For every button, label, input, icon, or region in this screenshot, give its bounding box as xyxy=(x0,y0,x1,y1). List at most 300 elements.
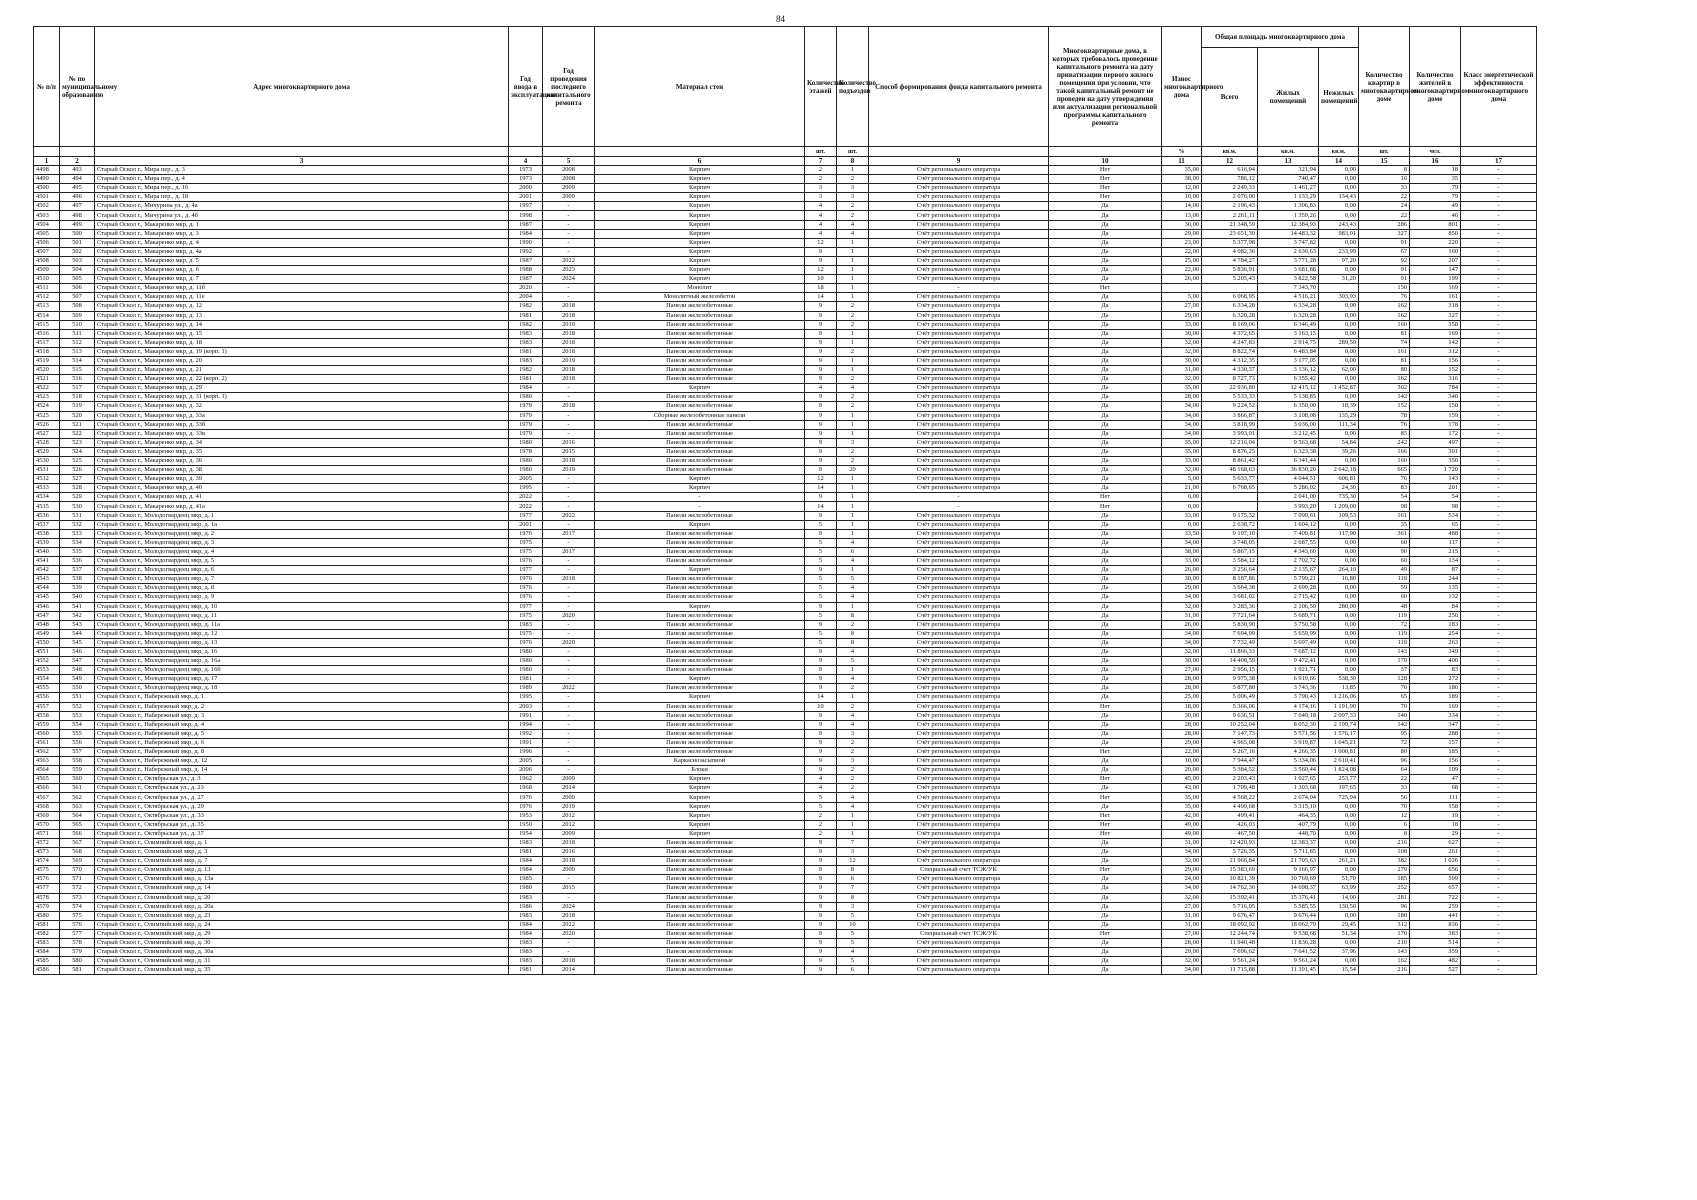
cell-area-total: 18 092,92 xyxy=(1202,920,1258,929)
cell-address: Старый Оскол г., Макаренко мкр, д. 38 xyxy=(95,466,509,475)
cell-wear: 38,00 xyxy=(1162,547,1202,556)
cell-no: 4538 xyxy=(34,529,60,538)
cell-no: 4567 xyxy=(34,793,60,802)
table-row xyxy=(34,829,1537,838)
table-row xyxy=(34,638,1537,647)
cell-privatization: Да xyxy=(1049,211,1162,220)
cell-energy-class: - xyxy=(1461,293,1537,302)
cell-last-repair: 2015 xyxy=(543,884,595,893)
cell-area-total: 4 082,36 xyxy=(1202,247,1258,256)
cell-last-repair: - xyxy=(543,420,595,429)
table-row xyxy=(34,884,1537,893)
cell-mun-no: 531 xyxy=(60,511,95,520)
cell-year-built: 2022 xyxy=(509,502,543,511)
cell-privatization: Да xyxy=(1049,838,1162,847)
cell-wear: 34,00 xyxy=(1162,638,1202,647)
cell-energy-class: - xyxy=(1461,166,1537,175)
cell-entrances: 1 xyxy=(837,520,869,529)
cell-address: Старый Оскол г., Молодогвардеец мкр, д. 12 xyxy=(95,629,509,638)
cell-wear: 34,00 xyxy=(1162,966,1202,975)
cell-last-repair: - xyxy=(543,875,595,884)
table-row xyxy=(34,793,1537,802)
cell-area-nonliving: 0,00 xyxy=(1319,866,1359,875)
cell-entrances: 6 xyxy=(837,547,869,556)
cell-flats: 64 xyxy=(1359,766,1410,775)
cell-energy-class: - xyxy=(1461,593,1537,602)
cell-fund: Счёт регионального оператора xyxy=(869,393,1049,402)
cell-no: 4574 xyxy=(34,857,60,866)
cell-area-nonliving: 264,10 xyxy=(1319,566,1359,575)
cell-address: Старый Оскол г., Октябрьская ул., д. 3 xyxy=(95,775,509,784)
cell-area-living: 6 350,00 xyxy=(1258,402,1319,411)
cell-wear: 45,00 xyxy=(1162,775,1202,784)
cell-energy-class: - xyxy=(1461,575,1537,584)
cell-area-total: 9 561,24 xyxy=(1202,957,1258,966)
cell-entrances: 10 xyxy=(837,920,869,929)
header-privatization: Многоквартирные дома, в которых требовалось проведение капитального ремонта на дату приватизации первого жилого помещения при условии, что такой капитальный ремонт не проведен на дату утверждения или актуализации региональной программы капитального ремонта xyxy=(1049,27,1162,147)
cell-privatization: Да xyxy=(1049,375,1162,384)
cell-energy-class: - xyxy=(1461,920,1537,929)
table-row xyxy=(34,284,1537,293)
cell-mun-no: 527 xyxy=(60,475,95,484)
cell-last-repair: - xyxy=(543,284,595,293)
cell-wear: 32,00 xyxy=(1162,893,1202,902)
table-row xyxy=(34,256,1537,265)
cell-energy-class: - xyxy=(1461,675,1537,684)
cell-no: 4520 xyxy=(34,366,60,375)
cell-energy-class: - xyxy=(1461,757,1537,766)
cell-flats: 119 xyxy=(1359,611,1410,620)
cell-year-built: 2005 xyxy=(509,475,543,484)
cell-wear: 31,00 xyxy=(1162,838,1202,847)
cell-area-nonliving: 253,77 xyxy=(1319,775,1359,784)
cell-area-nonliving: 1 824,08 xyxy=(1319,766,1359,775)
cell-no: 4575 xyxy=(34,866,60,875)
cell-address: Старый Оскол г., Набережный мкр, д. 6 xyxy=(95,738,509,747)
cell-residents: 657 xyxy=(1410,884,1461,893)
cell-last-repair: - xyxy=(543,711,595,720)
cell-area-nonliving: 135,29 xyxy=(1319,411,1359,420)
cell-year-built: 1976 xyxy=(509,584,543,593)
cell-area-nonliving: 0,00 xyxy=(1319,375,1359,384)
cell-area-total: 5 006,49 xyxy=(1202,693,1258,702)
cell-area-living: 1 921,71 xyxy=(1258,666,1319,675)
cell-wall-material: Сборные железобетонные панели xyxy=(595,411,805,420)
cell-wear: 30,00 xyxy=(1162,657,1202,666)
table-row xyxy=(34,293,1537,302)
cell-mun-no: 498 xyxy=(60,211,95,220)
cell-no: 4537 xyxy=(34,520,60,529)
cell-year-built: 1953 xyxy=(509,811,543,820)
cell-area-total: 7 694,99 xyxy=(1202,629,1258,638)
cell-mun-no: 512 xyxy=(60,338,95,347)
cell-mun-no: 581 xyxy=(60,966,95,975)
cell-area-total: 616,94 xyxy=(1202,166,1258,175)
cell-energy-class: - xyxy=(1461,966,1537,975)
table-row xyxy=(34,911,1537,920)
cell-fund: Счёт регионального оператора xyxy=(869,211,1049,220)
header-area-nonliving: Нежилых помещений xyxy=(1319,48,1359,147)
cell-energy-class: - xyxy=(1461,711,1537,720)
table-row xyxy=(34,511,1537,520)
cell-entrances: 2 xyxy=(837,211,869,220)
cell-fund: Счёт регионального оператора xyxy=(869,647,1049,656)
table-row xyxy=(34,393,1537,402)
cell-privatization: Нет xyxy=(1049,493,1162,502)
cell-privatization: Да xyxy=(1049,356,1162,365)
cell-wear: 49,00 xyxy=(1162,829,1202,838)
cell-area-nonliving: 24,30 xyxy=(1319,484,1359,493)
cell-privatization: Нет xyxy=(1049,866,1162,875)
cell-area-total: 9 224,52 xyxy=(1202,402,1258,411)
cell-area-living: 7 687,12 xyxy=(1258,647,1319,656)
cell-mun-no: 538 xyxy=(60,575,95,584)
cell-energy-class: - xyxy=(1461,393,1537,402)
table-row xyxy=(34,857,1537,866)
cell-entrances: 1 xyxy=(837,493,869,502)
cell-residents: 87 xyxy=(1410,566,1461,575)
cell-flats: 76 xyxy=(1359,293,1410,302)
cell-flats: 54 xyxy=(1359,493,1410,502)
cell-floors: 4 xyxy=(805,784,837,793)
cell-privatization: Да xyxy=(1049,566,1162,575)
cell-mun-no: 540 xyxy=(60,593,95,602)
cell-fund: Специальный счет ТСЖ/УК xyxy=(869,929,1049,938)
cell-energy-class: - xyxy=(1461,511,1537,520)
cell-last-repair: - xyxy=(543,502,595,511)
cell-mun-no: 555 xyxy=(60,729,95,738)
cell-last-repair: 2018 xyxy=(543,302,595,311)
cell-area-nonliving: 134,43 xyxy=(1319,193,1359,202)
cell-area-living: 9 676,44 xyxy=(1258,911,1319,920)
cell-floors: 9 xyxy=(805,720,837,729)
cell-no: 4531 xyxy=(34,466,60,475)
cell-flats: 59 xyxy=(1359,584,1410,593)
cell-no: 4532 xyxy=(34,475,60,484)
cell-last-repair: - xyxy=(543,766,595,775)
table-row xyxy=(34,375,1537,384)
cell-area-total: 5 867,15 xyxy=(1202,547,1258,556)
cell-address: Старый Оскол г., Олимпийский мкр, д. 23 xyxy=(95,911,509,920)
cell-address: Старый Оскол г., Макаренко мкр, д. 15 xyxy=(95,329,509,338)
cell-wear: 27,00 xyxy=(1162,902,1202,911)
cell-address: Старый Оскол г., Макаренко мкр, д. 6 xyxy=(95,266,509,275)
cell-privatization: Да xyxy=(1049,338,1162,347)
column-number: 11 xyxy=(1162,157,1202,166)
cell-residents: 215 xyxy=(1410,547,1461,556)
table-row xyxy=(34,584,1537,593)
cell-area-total: 12 420,93 xyxy=(1202,838,1258,847)
cell-wall-material: Монолит xyxy=(595,284,805,293)
cell-wall-material: Панели железобетонные xyxy=(595,966,805,975)
cell-wall-material: Кирпич xyxy=(595,784,805,793)
cell-floors: 9 xyxy=(805,302,837,311)
cell-address: Старый Оскол г., Молодогвардеец мкр, д. 11а xyxy=(95,620,509,629)
cell-wall-material: Кирпич xyxy=(595,238,805,247)
cell-flats: 140 xyxy=(1359,711,1410,720)
cell-area-living: 9 538,68 xyxy=(1258,929,1319,938)
cell-floors: 5 xyxy=(805,638,837,647)
cell-residents: 169 xyxy=(1410,702,1461,711)
table-row xyxy=(34,320,1537,329)
cell-fund: Счёт регионального оператора xyxy=(869,838,1049,847)
cell-year-built: 1980 xyxy=(509,393,543,402)
cell-area-total: 2 249,33 xyxy=(1202,184,1258,193)
cell-energy-class: - xyxy=(1461,948,1537,957)
cell-area-nonliving: 0,00 xyxy=(1319,429,1359,438)
cell-no: 4562 xyxy=(34,748,60,757)
cell-year-built: 1983 xyxy=(509,620,543,629)
cell-privatization: Нет xyxy=(1049,748,1162,757)
cell-area-total: 5 877,80 xyxy=(1202,684,1258,693)
cell-flats: 92 xyxy=(1359,256,1410,265)
cell-area-living: 14 483,32 xyxy=(1258,229,1319,238)
cell-residents: 656 xyxy=(1410,866,1461,875)
cell-mun-no: 513 xyxy=(60,347,95,356)
cell-floors: 9 xyxy=(805,738,837,747)
cell-fund: Счёт регионального оператора xyxy=(869,920,1049,929)
header-wall-material: Материал стен xyxy=(595,27,805,147)
cell-fund: Счёт регионального оператора xyxy=(869,620,1049,629)
cell-area-living: 5 659,99 xyxy=(1258,629,1319,638)
cell-address: Старый Оскол г., Макаренко мкр, д. 41 xyxy=(95,493,509,502)
cell-energy-class: - xyxy=(1461,266,1537,275)
cell-floors: 5 xyxy=(805,547,837,556)
cell-area-living: 3 790,43 xyxy=(1258,693,1319,702)
cell-last-repair: - xyxy=(543,620,595,629)
cell-mun-no: 544 xyxy=(60,629,95,638)
cell-fund: Счёт регионального оператора xyxy=(869,593,1049,602)
cell-privatization: Да xyxy=(1049,384,1162,393)
cell-wall-material: Панели железобетонные xyxy=(595,911,805,920)
cell-no: 4543 xyxy=(34,575,60,584)
cell-privatization: Да xyxy=(1049,784,1162,793)
cell-area-total: 4 568,22 xyxy=(1202,793,1258,802)
cell-year-built: 1988 xyxy=(509,266,543,275)
cell-wear: 29,00 xyxy=(1162,948,1202,957)
column-number: 17 xyxy=(1461,157,1537,166)
cell-fund: Счёт регионального оператора xyxy=(869,529,1049,538)
cell-flats: 665 xyxy=(1359,466,1410,475)
cell-floors: 9 xyxy=(805,347,837,356)
table-row xyxy=(34,575,1537,584)
table-row xyxy=(34,702,1537,711)
cell-floors: 14 xyxy=(805,502,837,511)
cell-last-repair: 2017 xyxy=(543,529,595,538)
cell-year-built: 1996 xyxy=(509,748,543,757)
table-row xyxy=(34,356,1537,365)
cell-wear: 38,00 xyxy=(1162,175,1202,184)
table-row xyxy=(34,311,1537,320)
cell-mun-no: 533 xyxy=(60,529,95,538)
cell-privatization: Да xyxy=(1049,757,1162,766)
cell-wall-material: Панели железобетонные xyxy=(595,538,805,547)
cell-mun-no: 553 xyxy=(60,711,95,720)
cell-energy-class: - xyxy=(1461,547,1537,556)
cell-address: Старый Оскол г., Макаренко мкр, д. 21 xyxy=(95,366,509,375)
cell-mun-no: 500 xyxy=(60,229,95,238)
cell-area-total: 7 147,73 xyxy=(1202,729,1258,738)
cell-year-built: 1987 xyxy=(509,220,543,229)
column-number: 4 xyxy=(509,157,543,166)
cell-area-total: 1 709,48 xyxy=(1202,784,1258,793)
cell-residents: 312 xyxy=(1410,347,1461,356)
table-row xyxy=(34,738,1537,747)
table-row xyxy=(34,447,1537,456)
table-row xyxy=(34,647,1537,656)
cell-area-total: 4 330,37 xyxy=(1202,366,1258,375)
cell-area-living: 4 174,16 xyxy=(1258,702,1319,711)
cell-energy-class: - xyxy=(1461,366,1537,375)
cell-flats: 22 xyxy=(1359,775,1410,784)
cell-area-living: 2 687,55 xyxy=(1258,538,1319,547)
cell-wall-material: Панели железобетонные xyxy=(595,393,805,402)
cell-entrances: 1 xyxy=(837,502,869,511)
cell-mun-no: 565 xyxy=(60,820,95,829)
cell-last-repair: 2018 xyxy=(543,347,595,356)
cell-no: 4516 xyxy=(34,329,60,338)
cell-wear: 32,00 xyxy=(1162,375,1202,384)
table-row xyxy=(34,329,1537,338)
table-row xyxy=(34,593,1537,602)
cell-address: Старый Оскол г., Молодогвардеец мкр, д. 2 xyxy=(95,529,509,538)
cell-last-repair: - xyxy=(543,702,595,711)
cell-address: Старый Оскол г., Макаренко мкр, д. 18 xyxy=(95,338,509,347)
cell-fund: Счёт регионального оператора xyxy=(869,384,1049,393)
cell-residents: 220 xyxy=(1410,238,1461,247)
cell-fund: Счёт регионального оператора xyxy=(869,256,1049,265)
cell-area-nonliving: 0,00 xyxy=(1319,820,1359,829)
cell-area-nonliving: 0,00 xyxy=(1319,848,1359,857)
cell-flats: 162 xyxy=(1359,375,1410,384)
cell-area-nonliving: 0,00 xyxy=(1319,347,1359,356)
cell-entrances: 4 xyxy=(837,557,869,566)
cell-area-living: 15 376,41 xyxy=(1258,893,1319,902)
cell-mun-no: 508 xyxy=(60,302,95,311)
cell-residents: 199 xyxy=(1410,275,1461,284)
cell-mun-no: 511 xyxy=(60,329,95,338)
cell-residents: 19 xyxy=(1410,811,1461,820)
cell-flats: 143 xyxy=(1359,647,1410,656)
cell-energy-class: - xyxy=(1461,838,1537,847)
cell-wall-material: - xyxy=(595,502,805,511)
cell-privatization: Да xyxy=(1049,547,1162,556)
cell-last-repair: 2020 xyxy=(543,638,595,647)
cell-residents: 263 xyxy=(1410,638,1461,647)
cell-wear: 32,00 xyxy=(1162,466,1202,475)
cell-last-repair: - xyxy=(543,293,595,302)
cell-year-built: 1980 xyxy=(509,666,543,675)
cell-flats: 180 xyxy=(1359,911,1410,920)
cell-area-living: 11 836,28 xyxy=(1258,938,1319,947)
cell-flats: 67 xyxy=(1359,247,1410,256)
cell-address: Старый Оскол г., Олимпийский мкр, д. 31 xyxy=(95,957,509,966)
cell-mun-no: 528 xyxy=(60,484,95,493)
cell-area-nonliving: 117,90 xyxy=(1319,529,1359,538)
cell-wall-material: Панели железобетонные xyxy=(595,666,805,675)
cell-privatization: Нет xyxy=(1049,820,1162,829)
cell-wall-material: Панели железобетонные xyxy=(595,920,805,929)
cell-no: 4545 xyxy=(34,593,60,602)
cell-residents: 316 xyxy=(1410,375,1461,384)
cell-floors: 4 xyxy=(805,220,837,229)
cell-floors: 9 xyxy=(805,893,837,902)
cell-flats: 312 xyxy=(1359,920,1410,929)
table-row xyxy=(34,602,1537,611)
cell-mun-no: 520 xyxy=(60,411,95,420)
cell-fund: Счёт регионального оператора xyxy=(869,557,1049,566)
cell-flats: 85 xyxy=(1359,429,1410,438)
cell-area-living: 8 052,30 xyxy=(1258,720,1319,729)
cell-area-living: 6 355,42 xyxy=(1258,375,1319,384)
cell-mun-no: 570 xyxy=(60,866,95,875)
cell-flats: 70 xyxy=(1359,802,1410,811)
cell-privatization: Нет xyxy=(1049,284,1162,293)
cell-privatization: Да xyxy=(1049,420,1162,429)
cell-area-living: 6 334,28 xyxy=(1258,302,1319,311)
table-row xyxy=(34,893,1537,902)
cell-energy-class: - xyxy=(1461,175,1537,184)
cell-fund: Счёт регионального оператора xyxy=(869,411,1049,420)
cell-flats: 152 xyxy=(1359,402,1410,411)
cell-address: Старый Оскол г., Набережный мкр, д. 2 xyxy=(95,702,509,711)
cell-residents: 160 xyxy=(1410,247,1461,256)
table-row xyxy=(34,502,1537,511)
cell-privatization: Да xyxy=(1049,520,1162,529)
cell-wear: 49,00 xyxy=(1162,820,1202,829)
cell-area-living: 1 306,83 xyxy=(1258,202,1319,211)
cell-area-total: 21 348,59 xyxy=(1202,220,1258,229)
cell-no: 4583 xyxy=(34,938,60,947)
cell-flats: 185 xyxy=(1359,875,1410,884)
cell-area-living: 3 315,10 xyxy=(1258,802,1319,811)
cell-area-nonliving: 97,20 xyxy=(1319,256,1359,265)
cell-area-nonliving: 2 642,18 xyxy=(1319,466,1359,475)
cell-fund: Счёт регионального оператора xyxy=(869,184,1049,193)
cell-no: 4570 xyxy=(34,820,60,829)
cell-flats: 74 xyxy=(1359,338,1410,347)
cell-mun-no: 529 xyxy=(60,493,95,502)
cell-year-built: 1990 xyxy=(509,238,543,247)
cell-last-repair: 2018 xyxy=(543,311,595,320)
table-row xyxy=(34,438,1537,447)
table-row xyxy=(34,902,1537,911)
table-row xyxy=(34,338,1537,347)
cell-floors: 9 xyxy=(805,247,837,256)
cell-area-total: 11 940,48 xyxy=(1202,938,1258,947)
cell-area-total: 2 956,15 xyxy=(1202,666,1258,675)
cell-area-nonliving: 63,99 xyxy=(1319,884,1359,893)
cell-fund: Счёт регионального оператора xyxy=(869,711,1049,720)
cell-privatization: Да xyxy=(1049,238,1162,247)
cell-floors: 3 xyxy=(805,193,837,202)
cell-address: Старый Оскол г., Октябрьская ул., д. 33 xyxy=(95,811,509,820)
cell-year-built: 2005 xyxy=(509,757,543,766)
cell-wall-material: Кирпич xyxy=(595,475,805,484)
cell-year-built: 1981 xyxy=(509,311,543,320)
cell-flats: 216 xyxy=(1359,838,1410,847)
cell-wall-material: Панели железобетонные xyxy=(595,347,805,356)
cell-last-repair: - xyxy=(543,202,595,211)
cell-residents: 497 xyxy=(1410,438,1461,447)
cell-privatization: Да xyxy=(1049,347,1162,356)
cell-residents: 599 xyxy=(1410,875,1461,884)
cell-wear: 31,00 xyxy=(1162,911,1202,920)
cell-address: Старый Оскол г., Молодогвардеец мкр, д. 16 xyxy=(95,647,509,656)
cell-floors: 9 xyxy=(805,684,837,693)
cell-flats: 96 xyxy=(1359,757,1410,766)
cell-wall-material: Панели железобетонные xyxy=(595,738,805,747)
